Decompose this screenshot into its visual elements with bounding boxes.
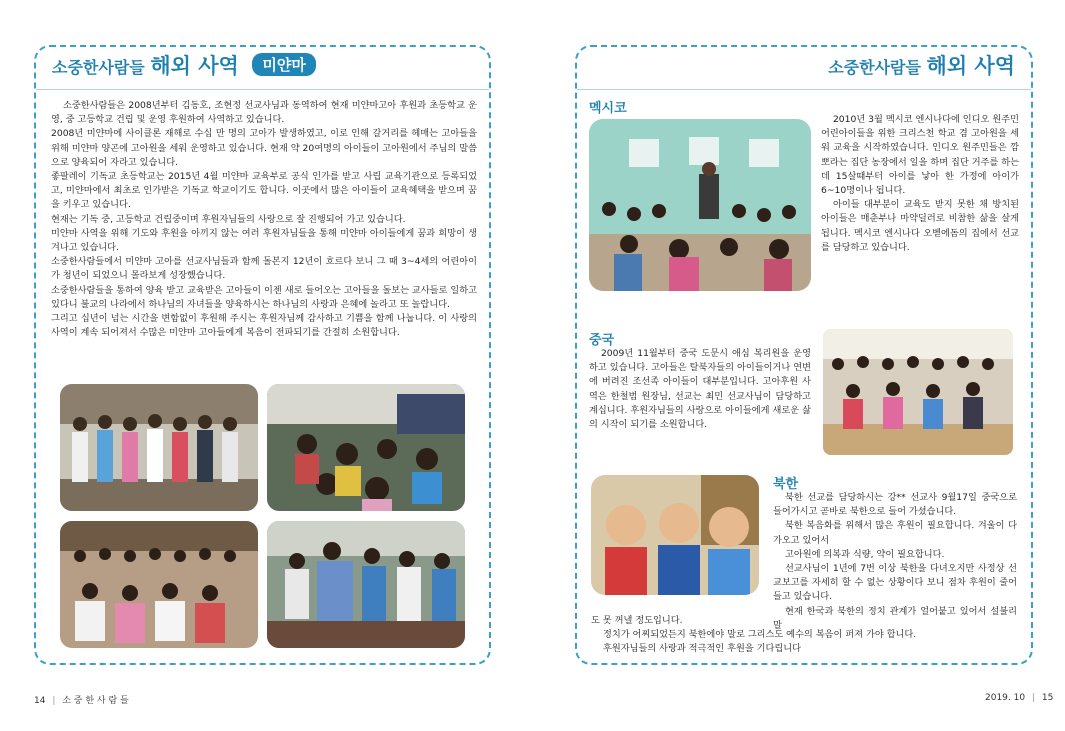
north-korea-children-photo	[591, 475, 759, 595]
myanmar-students-seated-photo	[60, 521, 258, 648]
mexico-heading: 멕시코	[589, 101, 627, 116]
china-orphanage-photo	[823, 329, 1013, 455]
mexico-article	[821, 113, 1019, 255]
china-article	[589, 347, 811, 432]
paragraph: 소중한사람들에서 미얀마 고아를 선교사님들과 함께 돌본지 12년이 흐르다 보니 그 때 3~4세의 어린아이가 청년이 되었으니 몰라보게 성장했습니다.	[51, 256, 477, 282]
paragraph: 소중한사람들은 2008년부터 김동호, 조현정 선교사님과 동역하여 현재 미얀마고아 후원과 초등학교 운영, 중 고등학교 건립 및 운영 후원하여 사역하고 있습니다.	[51, 100, 477, 126]
myanmar-article	[51, 99, 477, 340]
paragraph: 미얀마 사역을 위해 기도와 후원을 아끼지 않는 여러 후원자님들을 통해 미얀마 아이들에게 꿈과 희망이 생겨나고 있습니다.	[51, 227, 477, 254]
north-korea-heading: 북한	[773, 477, 799, 492]
paragraph: 북한 선교를 담당하시는 강** 선교사 9월17일 중국으로 들어가시고 곧바로 북한으로 들어 가셨습니다.	[773, 492, 1017, 518]
paragraph: 현재는 기독 중, 고등학교 건립중이며 후원자님들의 사랑으로 잘 진행되어 가고 있습니다.	[51, 213, 406, 225]
paragraph: 북한 복음화를 위해서 많은 후원이 필요합니다. 겨울이 다가오고 있어서	[773, 520, 1017, 546]
north-korea-article	[773, 491, 1017, 633]
right-page-title	[828, 50, 1015, 80]
paragraph: 2009년 11월부터 중국 도문시 애심 복리원을 운영하고 있습니다. 고아들은 탈북자들의 아이들이거나 연변에 버려진 조선족 아이들이 대부분입니다. 고아후원 사역은 한철범 원장님, 선교는 최민 선교사님이 담당하고 계십니다. 후원자님들의 사랑으로 아이들에게 새로운 삶의 시작이 되기를 소원합니다.	[589, 348, 811, 431]
paragraph: 후원자님들의 사랑과 적극적인 후원을 기다립니다	[602, 643, 802, 655]
country-badge: 미얀마	[252, 53, 315, 76]
paragraph: 도 못 꺼낼 정도입니다.	[591, 615, 683, 626]
myanmar-group-photo	[60, 384, 258, 511]
paragraph: 2010년 3월 멕시코 엔시나다에 인디오 원주민 어린아이들을 위한 크리스천 학교 겸 고아원을 세워 교육을 시작하였습니다. 인디오 원주민들은 깜뽀라는 집단 농장에서 일을 하며 집단 거주를 하는데 15살때부터 아이를 낳아 한 가정에 아이가 6~10명이나 됩니다.	[821, 114, 1019, 197]
paragraph: 2008년 미얀마에 사이클론 재해로 수십 만 명의 고아가 발생하였고, 이로 인해 갈거리를 헤매는 고아들을 위해 미얀마 양곤에 고아원을 세워 운영하고 있습니다. 현재 약 20여명의 아이들이 고아원에서 주님의 말씀으로 양육되어 자라고 있습니다.	[51, 128, 477, 168]
title-section: 해외 사역	[926, 53, 1015, 78]
issue-date: 2019. 10	[985, 693, 1026, 703]
paragraph: 그리고 십년이 넘는 시간을 변함없이 후원해 주시는 후원자님께 감사하고 기쁨을 함께 나눕니다. 이 사랑의 사역이 계속 되어져서 수많은 미얀마 고아들에게 복음이 전파되기를 간절히 소원합니다.	[51, 313, 477, 339]
myanmar-children-floor-photo	[267, 384, 465, 511]
mexico-classroom-photo	[589, 119, 811, 291]
left-page-panel	[34, 45, 491, 665]
paragraph: 고아원에 의복과 식량, 약이 필요합니다.	[784, 548, 945, 560]
paragraph: 소중한사람들을 통하여 양육 받고 교육받은 고아들이 이젠 새로 들어오는 고아들을 돌보는 교사들로 일하고 있다니 불교의 나라에서 하나님의 자녀들을 양육하시는 하나님의 사랑과 은혜에 놀라고 또 놀랍니다.	[51, 284, 477, 310]
china-heading: 중국	[589, 333, 615, 348]
left-page-title	[52, 50, 316, 80]
myanmar-prayer-photo	[267, 521, 465, 648]
paragraph: 선교사님이 1년에 7번 이상 북한을 다녀오지만 사정상 선교보고를 자세히 할 수 없는 상황이다 보니 점차 후원이 줄어들고 있습니다.	[773, 563, 1017, 603]
right-page-number: 15	[1041, 693, 1054, 703]
magazine-name: 소 중 한 사 람 들	[62, 696, 129, 706]
paragraph: 좋팔레이 기독교 초등학교는 2015년 4월 미얀마 교육부로 공식 인가를 받고 사립 교육기관으로 등록되었고, 미얀마에서 최초로 인가받은 기독교 학교이기도 합니다. 이곳에서 많은 아이들이 교육혜택을 받으며 꿈을 키우고 있습니다.	[51, 171, 477, 211]
paragraph: 아이들 대부분이 교육도 받지 못한 채 방치된 아이들은 매춘부나 마약딜러로 비참한 삶을 살게 됩니다. 멕시코 엔시나다 오벧에돔의 집에서 선교를 담당하고 있습니다.	[821, 199, 1019, 253]
right-page-panel	[575, 45, 1033, 665]
north-korea-article-continued	[591, 614, 1017, 657]
paragraph: 현재 한국과 북한의 정치 관계가 얼어붙고 있어서 설불리 말	[773, 605, 1017, 631]
paragraph: 정치가 어찌되었든지 북한에야 말로 그리스도 예수의 복음이 퍼져 가야 합니다.	[602, 629, 917, 641]
title-org-name: 소중한사람들	[828, 58, 921, 77]
title-org-name: 소중한사람들	[52, 58, 145, 77]
right-footer: 2019. 10 | 15	[985, 693, 1054, 703]
title-section: 해외 사역	[150, 53, 239, 78]
left-page-number: 14	[34, 696, 46, 706]
left-footer: 14 | 소 중 한 사 람 들	[34, 696, 129, 706]
